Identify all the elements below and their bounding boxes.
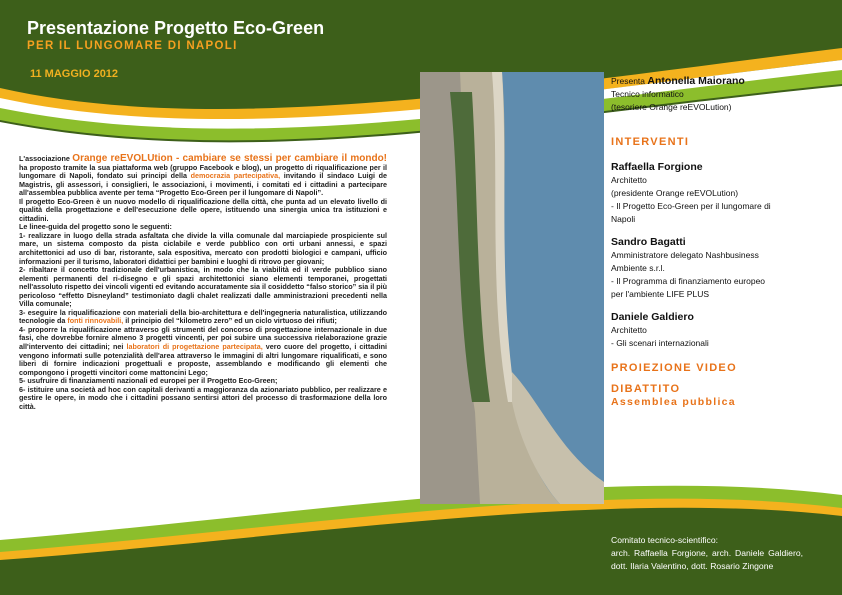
page-title: Presentazione Progetto Eco-Green — [27, 18, 325, 38]
speaker-line: Amministratore delegato Nashbusiness — [611, 250, 759, 260]
presenter-role: Tecnico informatico — [611, 89, 684, 99]
page-subtitle: PER IL LUNGOMARE DI NAPOLI — [27, 40, 238, 52]
paragraph-3: Le linee-guida del progetto sono le seguenti: — [19, 222, 172, 232]
assemblea-heading: Assemblea pubblica — [611, 396, 736, 408]
presenter-prefix: Presenta — [611, 76, 646, 86]
interventi-heading: INTERVENTI — [611, 136, 690, 148]
intro-end: invitando il sindaco Luigi de Magistris, gli assessori, i consiglieri, le associazioni, i movimenti, i comitati ed i cittadini a partecipare all'assemblea pubblica avente per tema “Progetto Eco-Green per il lungomare di Napoli”. — [19, 171, 387, 198]
paragraph-8: 5- usufruire di finanziamenti nazionali ed europei per il Progetto Eco-Green; — [19, 376, 278, 386]
speaker-line: Napoli — [611, 214, 636, 224]
event-date: 11 MAGGIO 2012 — [30, 68, 119, 80]
p6-end: il principio del “kilometro zero” ed un ciclo virtuoso dei rifiuti; — [125, 316, 337, 326]
p7-start: 4- proporre la riqualificazione attraverso gli strumenti del concorso di progettazione internazionale in due fasi, che dovrebbe fornire almeno 3 progetti vincenti, per poi subire una successiva rielaborazione grazie all'intervento dei cittadini; nei — [19, 324, 387, 352]
democrazia-link: democrazia partecipativa, — [190, 171, 281, 181]
speaker-line: Architetto — [611, 325, 647, 335]
presenter-line — [611, 75, 801, 88]
speaker-name: Daniele Galdiero — [611, 311, 694, 323]
body-text — [19, 155, 387, 411]
intro-prefix: L'associazione — [19, 154, 70, 163]
committee-members: arch. Raffaella Forgione, arch. Daniele Galdiero, dott. Ilaria Valentino, dott. Rosario Zingone — [611, 548, 803, 571]
paragraph-6 — [19, 309, 387, 326]
laboratori-link: laboratori di progettazione partecipata, — [126, 342, 263, 352]
speaker-line: Ambiente s.r.l. — [611, 263, 665, 273]
speaker-name: Sandro Bagatti — [611, 236, 686, 248]
paragraph-4: 1- realizzare in luogo della strada asfaltata che divide la villa comunale dal marciapiede prospiciente sul mare, un sistema composto da pista ciclabile e verde pubblico con orti urbani annessi, e spazi architettonici ad uso di bar, ristorante, sala espositiva, mercato con prodotti biologici e campani, ufficio informazioni per il turismo, laboratori didattici per bambini e luoghi di ritrovo per giovani; — [19, 230, 387, 266]
proiezione-heading: PROIEZIONE VIDEO — [611, 362, 737, 374]
intro-paragraph — [19, 155, 387, 198]
committee-heading: Comitato tecnico-scientifico: — [611, 535, 718, 545]
speaker-3 — [611, 311, 801, 350]
aerial-photo-lungomare — [420, 72, 604, 504]
speaker-2 — [611, 236, 801, 301]
p6-start: 3- eseguire la riqualificazione con materiali della bio-architettura e dell'ingegneria naturalistica, utilizzando tecnologie da — [19, 307, 387, 326]
p7-end: vero cuore del progetto, i cittadini vengono informati sulle potenzialità dell'area attraverso le immagini di altri lungomare riqualificati, e sono liberi di fornire indicazioni progettuali e proposte, assemblando e modificando gli elementi che compongono i progetti vincitori come mattoncini Lego; — [19, 342, 387, 377]
speaker-line: Architetto — [611, 175, 647, 185]
speaker-1 — [611, 161, 801, 226]
speaker-line: - Il Programma di finanziamento europeo — [611, 276, 766, 286]
org-name: Orange reEVOLUtion - cambiare se stessi per cambiare il mondo! — [72, 153, 388, 164]
presenter-role2: (tesoriere Orange reEVOLution) — [611, 102, 732, 112]
paragraph-9: 6- istituire una società ad hoc con capitali derivanti a maggioranza da azionariato pubblico, per realizzare e gestire le opere, in modo che i cittadini possano sentirsi attori del processo di trasformazione della loro città. — [19, 384, 387, 411]
paragraph-2: Il progetto Eco-Green è un nuovo modello di riqualificazione della città, che punta ad un elevato livello di qualità della progettazione e dell'esecuzione delle opere, istituendo una sinergia unica tra istituzioni e cittadini. — [19, 196, 387, 223]
speaker-line: - Il Progetto Eco-Green per il lungomare di — [611, 201, 771, 211]
speaker-line: - Gli scenari internazionali — [611, 338, 709, 348]
speaker-line: (presidente Orange reEVOLution) — [611, 188, 739, 198]
footer-committee — [611, 534, 803, 573]
program-column — [611, 75, 801, 408]
fonti-rinnovabili: fonti rinnovabili, — [67, 316, 124, 326]
intro-rest: ha proposto tramite la sua piattaforma web (gruppo Facebook e blog), un progetto di riqualificazione per il lungomare di Napoli, fondato sui principi della — [19, 162, 387, 181]
dibattito-heading: DIBATTITO — [611, 383, 681, 395]
speaker-line: per l'ambiente LIFE PLUS — [611, 289, 710, 299]
speaker-name: Raffaella Forgione — [611, 161, 703, 173]
presenter-name: Antonella Maiorano — [647, 75, 745, 87]
paragraph-7 — [19, 326, 387, 377]
paragraph-5: 2- ribaltare il concetto tradizionale dell'urbanistica, in modo che la viabilità ed il verde pubblico siano elementi permanenti del ri-disegno e gli spazi architettonici siano elementi temporanei, progettati nell'assoluto rispetto dei vincoli vigenti ed evitando accuratamente sia il cosiddetto “falso storico” sia il più pericoloso “effetto Disneyland” testimoniato dagli chalet realizzati dalle amministrazioni precedenti nella Villa comunale; — [19, 265, 387, 309]
